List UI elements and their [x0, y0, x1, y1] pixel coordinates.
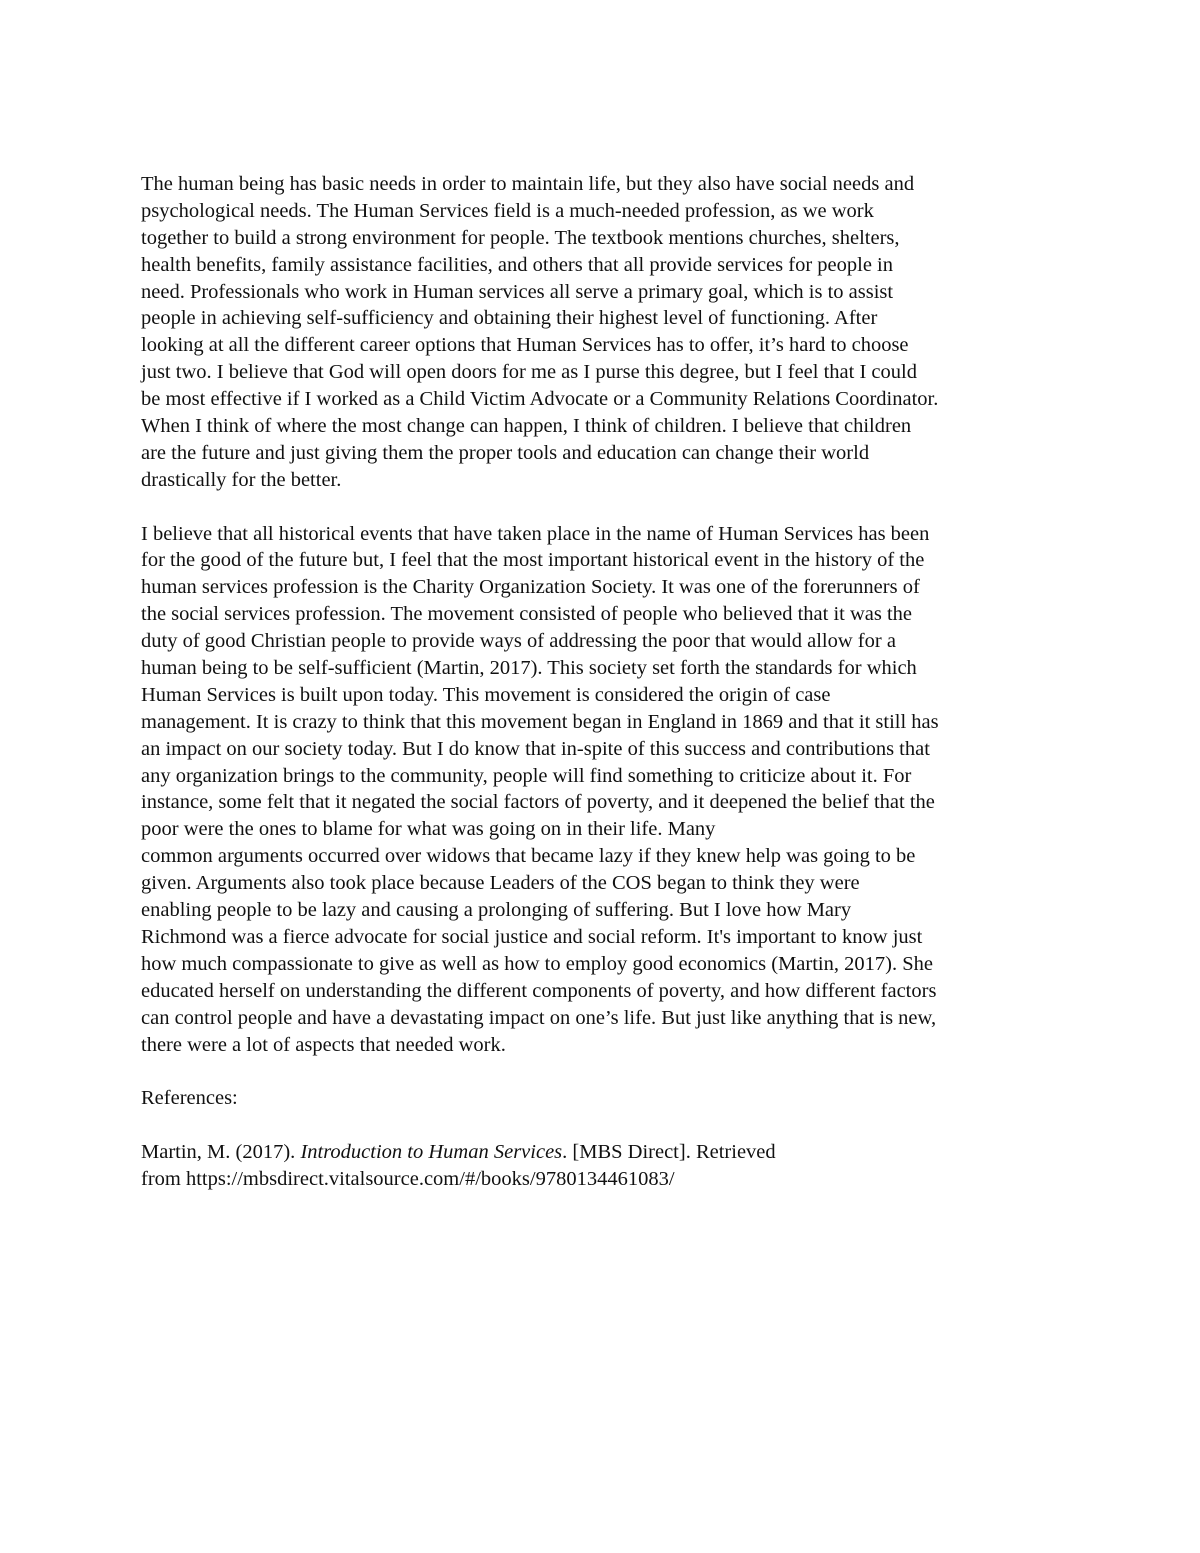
paragraph-line: any organization brings to the community, people will find something to criticize about it. For — [141, 764, 912, 787]
paragraph-line: need. Professionals who work in Human services all serve a primary goal, which is to assist — [141, 280, 894, 303]
paragraph-line: human being to be self-sufficient (Martin, 2017). This society set forth the standards for which — [141, 657, 917, 680]
references-heading: References: — [141, 1087, 238, 1110]
reference-book-title: Introduction to Human Services — [300, 1141, 563, 1164]
paragraph-line: how much compassionate to give as well as how to employ good economics (Martin, 2017). She — [141, 952, 933, 975]
paragraph-2 — [141, 521, 1076, 1059]
paragraph-line: health benefits, family assistance facilities, and others that all provide services for people in — [141, 253, 893, 276]
paragraph-line: an impact on our society today. But I do know that in-spite of this success and contributions that — [141, 737, 930, 760]
paragraph-line: for the good of the future but, I feel that the most important historical event in the history of the — [141, 549, 925, 572]
reference-source: . [MBS Direct]. Retrieved — [562, 1141, 776, 1164]
document-body — [141, 171, 1076, 1193]
paragraph-spacer — [141, 1058, 1076, 1085]
paragraph-spacer — [141, 1112, 1076, 1139]
paragraph-line: human services profession is the Charity Organization Society. It was one of the forerunners of — [141, 576, 920, 599]
paragraph-1 — [141, 171, 1076, 494]
paragraph-line: The human being has basic needs in order to maintain life, but they also have social needs and — [141, 173, 915, 195]
paragraph-line: looking at all the different career options that Human Services has to offer, it’s hard to choose — [141, 334, 909, 357]
paragraph-line: drastically for the better. — [141, 468, 342, 491]
paragraph-line: poor were the ones to blame for what was going on in their life. Many — [141, 818, 716, 841]
reference-entry — [141, 1139, 1076, 1193]
paragraph-line: management. It is crazy to think that this movement began in England in 1869 and that it still has — [141, 710, 939, 733]
paragraph-line: Richmond was a fierce advocate for social justice and social reform. It's important to know just — [141, 925, 923, 948]
paragraph-line: I believe that all historical events that have taken place in the name of Human Services has been — [141, 522, 930, 545]
paragraph-line: given. Arguments also took place because Leaders of the COS began to think they were — [141, 872, 860, 895]
paragraph-line: instance, some felt that it negated the social factors of poverty, and it deepened the belief that the — [141, 791, 935, 814]
reference-author-date: Martin, M. (2017). — [141, 1141, 301, 1164]
reference-url-line: from https://mbsdirect.vitalsource.com/#/books/9780134461083/ — [141, 1167, 675, 1190]
reference-line-1 — [141, 1139, 1076, 1166]
paragraph-line: people in achieving self-sufficiency and obtaining their highest level of functioning. After — [141, 307, 878, 330]
paragraph-line: common arguments occurred over widows that became lazy if they knew help was going to be — [141, 845, 916, 868]
paragraph-spacer — [141, 494, 1076, 521]
paragraph-line: enabling people to be lazy and causing a prolonging of suffering. But I love how Mary — [141, 899, 852, 922]
paragraph-line: educated herself on understanding the different components of poverty, and how different factors — [141, 979, 937, 1002]
paragraph-line: just two. I believe that God will open doors for me as I purse this degree, but I feel that I could — [141, 361, 917, 384]
paragraph-line: there were a lot of aspects that needed work. — [141, 1033, 506, 1056]
paragraph-line: duty of good Christian people to provide ways of addressing the poor that would allow for a — [141, 630, 896, 653]
paragraph-line: Human Services is built upon today. This movement is considered the origin of case — [141, 683, 831, 706]
paragraph-line: are the future and just giving them the proper tools and education can change their world — [141, 441, 870, 464]
paragraph-line: psychological needs. The Human Services field is a much-needed profession, as we work — [141, 199, 874, 222]
paragraph-line: the social services profession. The movement consisted of people who believed that it was the — [141, 603, 913, 626]
paragraph-line: be most effective if I worked as a Child Victim Advocate or a Community Relations Coordinator. — [141, 388, 939, 411]
paragraph-line: When I think of where the most change can happen, I think of children. I believe that children — [141, 415, 912, 438]
paragraph-line: can control people and have a devastating impact on one’s life. But just like anything that is new, — [141, 1006, 937, 1029]
paragraph-line: together to build a strong environment for people. The textbook mentions churches, shelters, — [141, 226, 900, 249]
